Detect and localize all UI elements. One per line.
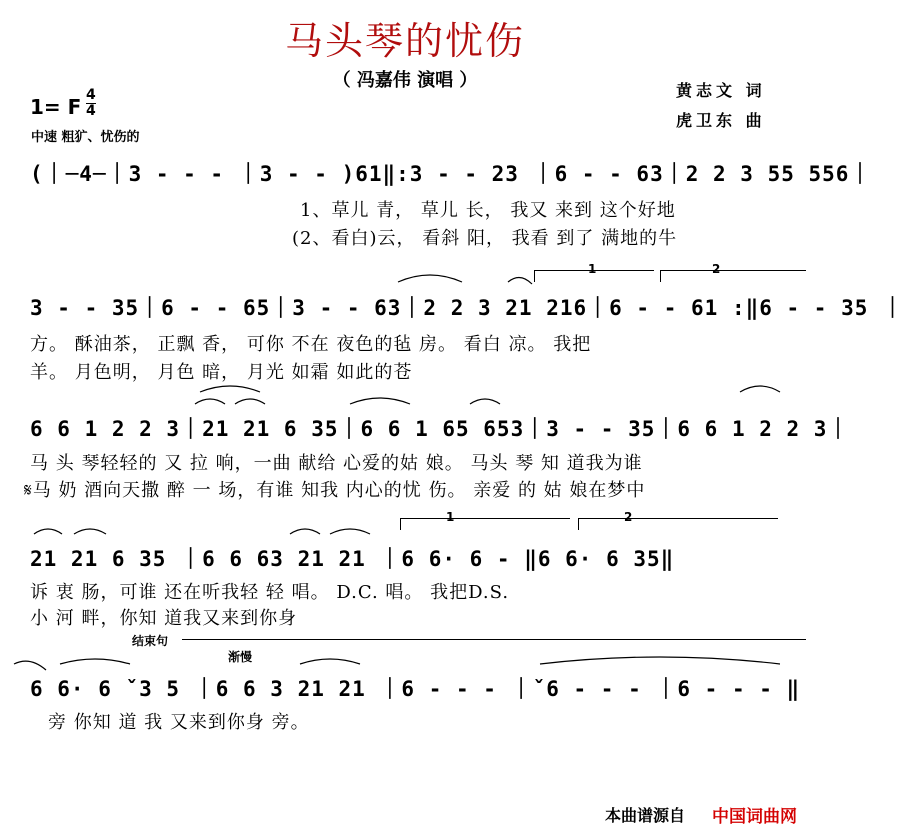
footer-source-label: 本曲谱源自 <box>605 806 686 825</box>
slur <box>398 275 462 282</box>
lyrics-row-1-verse-1: 1、草儿 青， 草儿 长， 我又 来到 这个好地 <box>300 200 676 221</box>
slur <box>470 399 500 404</box>
slur <box>300 659 360 664</box>
notes-row-1: (｜─4─｜3 - - - ｜3 - - )61‖:3 - - 23 ｜6 - - 63｜2 2 3 55 556｜ <box>30 162 872 186</box>
slur <box>540 657 780 664</box>
lyrics-row-2-verse-2: 羊。 月色明， 月色 暗， 月光 如霜 如此的苍 <box>30 362 413 383</box>
notes-row-2: 3 - - 35｜6 - - 65｜3 - - 63｜2 2 3 21 216｜6 - - 61 :‖6 - - 35 ｜ <box>30 296 904 320</box>
notes-row-3: 6 6 1 2 2 3｜21 21 6 35｜6 6 1 65 653｜3 - - 35｜6 6 1 2 2 3｜ <box>30 417 850 441</box>
volta-1-number-row-4: 1 <box>446 510 455 524</box>
slur <box>60 659 130 664</box>
slur <box>350 398 410 404</box>
slur <box>200 386 260 392</box>
volta-1-number-row-2: 1 <box>588 262 597 276</box>
volta-2-number-row-4: 2 <box>624 510 633 524</box>
lyricist-credit: 黄志文 词 <box>676 81 766 100</box>
lyrics-row-4-verse-1: 诉 衷 肠，可谁 还在听我轻 轻 唱。 D.C. 唱。 我把D.S. <box>30 582 510 603</box>
slur <box>508 277 532 284</box>
lyrics-row-4-verse-2: 小 河 畔，你知 道我又来到你身 <box>30 608 298 629</box>
composer-credit: 虎卫东 曲 <box>676 111 766 130</box>
slur <box>14 661 46 670</box>
notes-row-4: 21 21 6 35 ｜6 6 63 21 21 ｜6 6· 6 - ‖6 6· 6 35‖ <box>30 547 675 571</box>
lyrics-row-1-verse-2: (2、看白)云， 看斜 阳， 我看 到了 满地的牛 <box>292 228 678 249</box>
slur <box>330 529 370 534</box>
time-signature-bottom: 4 <box>86 103 96 119</box>
song-title: 马头琴的忧伤 <box>284 19 525 63</box>
time-signature-top: 4 <box>86 87 96 103</box>
slur <box>235 399 265 404</box>
ending-section-label: 结束句 <box>132 634 169 648</box>
key-signature: 1= F <box>30 95 82 119</box>
slur <box>740 386 780 392</box>
volta-2-number-row-2: 2 <box>712 262 721 276</box>
tempo-marking: 中速 粗犷、忧伤的 <box>31 130 140 145</box>
notes-row-5: 6 6· 6 ˇ3 5 ｜6 6 3 21 21 ｜6 - - - ｜ˇ6 - - - ｜6 - - - ‖ <box>30 677 801 701</box>
lyrics-row-2-verse-1: 方。 酥油茶， 正飘 香， 可你 不在 夜色的毡 房。 看白 凉。 我把 <box>30 334 592 355</box>
lyrics-row-5: 旁 你知 道 我 又来到你身 旁。 <box>48 712 310 733</box>
slur <box>195 399 225 404</box>
singer-credit: （ 冯嘉伟 演唱 ） <box>332 70 478 91</box>
lyrics-row-3-verse-1: 马 头 琴轻轻的 又 拉 响，一曲 献给 心爱的姑 娘。 马头 琴 知 道我为谁 <box>30 453 643 474</box>
slur <box>74 529 106 534</box>
ritardando-marking: 渐慢 <box>228 650 253 664</box>
slur <box>290 529 320 534</box>
footer-site-link[interactable]: 中国词曲网 <box>712 807 797 827</box>
slur <box>34 529 62 534</box>
lyrics-row-3-verse-2: 𝄋马 奶 酒向天撒 醉 一 场，有谁 知我 内心的忧 伤。 亲爱 的 姑 娘在梦中 <box>24 480 646 501</box>
